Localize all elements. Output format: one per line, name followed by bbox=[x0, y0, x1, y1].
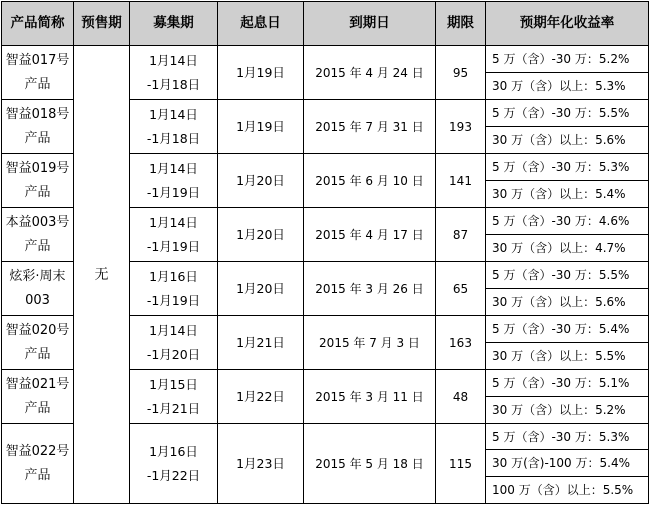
raise-end: -1月20日 bbox=[146, 346, 201, 362]
presale-value: 无 bbox=[74, 46, 130, 504]
maturity-date: 2015 年 6 月 10 日 bbox=[304, 154, 436, 208]
yield-tier: 30 万（含）以上：5.5% bbox=[486, 343, 649, 370]
raise-period bbox=[130, 46, 218, 100]
yield-tier: 5 万（含）-30 万：5.3% bbox=[486, 154, 649, 181]
term-days: 193 bbox=[436, 100, 486, 154]
header-start: 起息日 bbox=[218, 2, 304, 46]
product-name: 智益018号产品 bbox=[2, 100, 74, 154]
raise-start: 1月14日 bbox=[149, 52, 198, 68]
yield-tier: 30 万（含）以上：5.3% bbox=[486, 73, 649, 100]
raise-end: -1月21日 bbox=[146, 400, 201, 416]
table-body bbox=[2, 46, 649, 504]
yield-tier: 30 万（含）以上：5.6% bbox=[486, 127, 649, 154]
header-yield: 预期年化收益率 bbox=[486, 2, 649, 46]
product-name: 智益020号产品 bbox=[2, 316, 74, 370]
term-days: 95 bbox=[436, 46, 486, 100]
maturity-date: 2015 年 4 月 17 日 bbox=[304, 208, 436, 262]
header-name: 产品简称 bbox=[2, 2, 74, 46]
yield-tier: 30 万（含）以上：5.4% bbox=[486, 181, 649, 208]
product-name: 智益017号产品 bbox=[2, 46, 74, 100]
raise-start: 1月14日 bbox=[149, 106, 198, 122]
start-date: 1月20日 bbox=[218, 262, 304, 316]
product-name: 炫彩·周末003 bbox=[2, 262, 74, 316]
yield-tier: 5 万（含）-30 万：5.2% bbox=[486, 46, 649, 73]
yield-tier: 30 万(含)-100 万：5.4% bbox=[486, 450, 649, 477]
maturity-date: 2015 年 5 月 18 日 bbox=[304, 424, 436, 504]
maturity-date: 2015 年 3 月 11 日 bbox=[304, 370, 436, 424]
yield-tier: 30 万（含）以上：5.6% bbox=[486, 289, 649, 316]
maturity-date: 2015 年 4 月 24 日 bbox=[304, 46, 436, 100]
raise-end: -1月19日 bbox=[146, 184, 201, 200]
raise-start: 1月16日 bbox=[149, 268, 198, 284]
raise-period bbox=[130, 316, 218, 370]
start-date: 1月19日 bbox=[218, 100, 304, 154]
raise-start: 1月14日 bbox=[149, 214, 198, 230]
raise-start: 1月14日 bbox=[149, 322, 198, 338]
raise-start: 1月14日 bbox=[149, 160, 198, 176]
term-days: 141 bbox=[436, 154, 486, 208]
raise-period bbox=[130, 100, 218, 154]
header-term: 期限 bbox=[436, 2, 486, 46]
product-name: 智益021号产品 bbox=[2, 370, 74, 424]
yield-tier: 5 万（含）-30 万：5.1% bbox=[486, 370, 649, 397]
maturity-date: 2015 年 3 月 26 日 bbox=[304, 262, 436, 316]
term-days: 115 bbox=[436, 424, 486, 504]
header-maturity: 到期日 bbox=[304, 2, 436, 46]
term-days: 163 bbox=[436, 316, 486, 370]
raise-end: -1月18日 bbox=[146, 130, 201, 146]
raise-end: -1月19日 bbox=[146, 292, 201, 308]
yield-tier: 5 万（含）-30 万：5.5% bbox=[486, 262, 649, 289]
product-name: 智益022号产品 bbox=[2, 424, 74, 504]
raise-period bbox=[130, 154, 218, 208]
raise-end: -1月19日 bbox=[146, 238, 201, 254]
raise-end: -1月18日 bbox=[146, 76, 201, 92]
yield-tier: 30 万（含）以上：5.2% bbox=[486, 397, 649, 424]
start-date: 1月20日 bbox=[218, 154, 304, 208]
yield-tier: 5 万（含）-30 万：4.6% bbox=[486, 208, 649, 235]
raise-start: 1月15日 bbox=[149, 376, 198, 392]
maturity-date: 2015 年 7 月 31 日 bbox=[304, 100, 436, 154]
header-raise: 募集期 bbox=[130, 2, 218, 46]
yield-tier: 5 万（含）-30 万：5.3% bbox=[486, 424, 649, 450]
start-date: 1月21日 bbox=[218, 316, 304, 370]
start-date: 1月22日 bbox=[218, 370, 304, 424]
start-date: 1月23日 bbox=[218, 424, 304, 504]
raise-period bbox=[130, 262, 218, 316]
raise-period bbox=[130, 424, 218, 504]
maturity-date: 2015 年 7 月 3 日 bbox=[304, 316, 436, 370]
start-date: 1月20日 bbox=[218, 208, 304, 262]
yield-tier: 30 万（含）以上：4.7% bbox=[486, 235, 649, 262]
raise-period bbox=[130, 208, 218, 262]
header-presale: 预售期 bbox=[74, 2, 130, 46]
yield-tier: 5 万（含）-30 万：5.5% bbox=[486, 100, 649, 127]
product-table bbox=[1, 1, 649, 504]
yield-tier: 5 万（含）-30 万：5.4% bbox=[486, 316, 649, 343]
term-days: 87 bbox=[436, 208, 486, 262]
table-row bbox=[2, 46, 649, 73]
yield-tier: 100 万（含）以上：5.5% bbox=[486, 477, 649, 504]
product-name: 智益019号产品 bbox=[2, 154, 74, 208]
term-days: 65 bbox=[436, 262, 486, 316]
raise-period bbox=[130, 370, 218, 424]
raise-start: 1月16日 bbox=[149, 443, 198, 459]
product-name: 本益003号产品 bbox=[2, 208, 74, 262]
term-days: 48 bbox=[436, 370, 486, 424]
raise-end: -1月22日 bbox=[146, 467, 201, 483]
start-date: 1月19日 bbox=[218, 46, 304, 100]
